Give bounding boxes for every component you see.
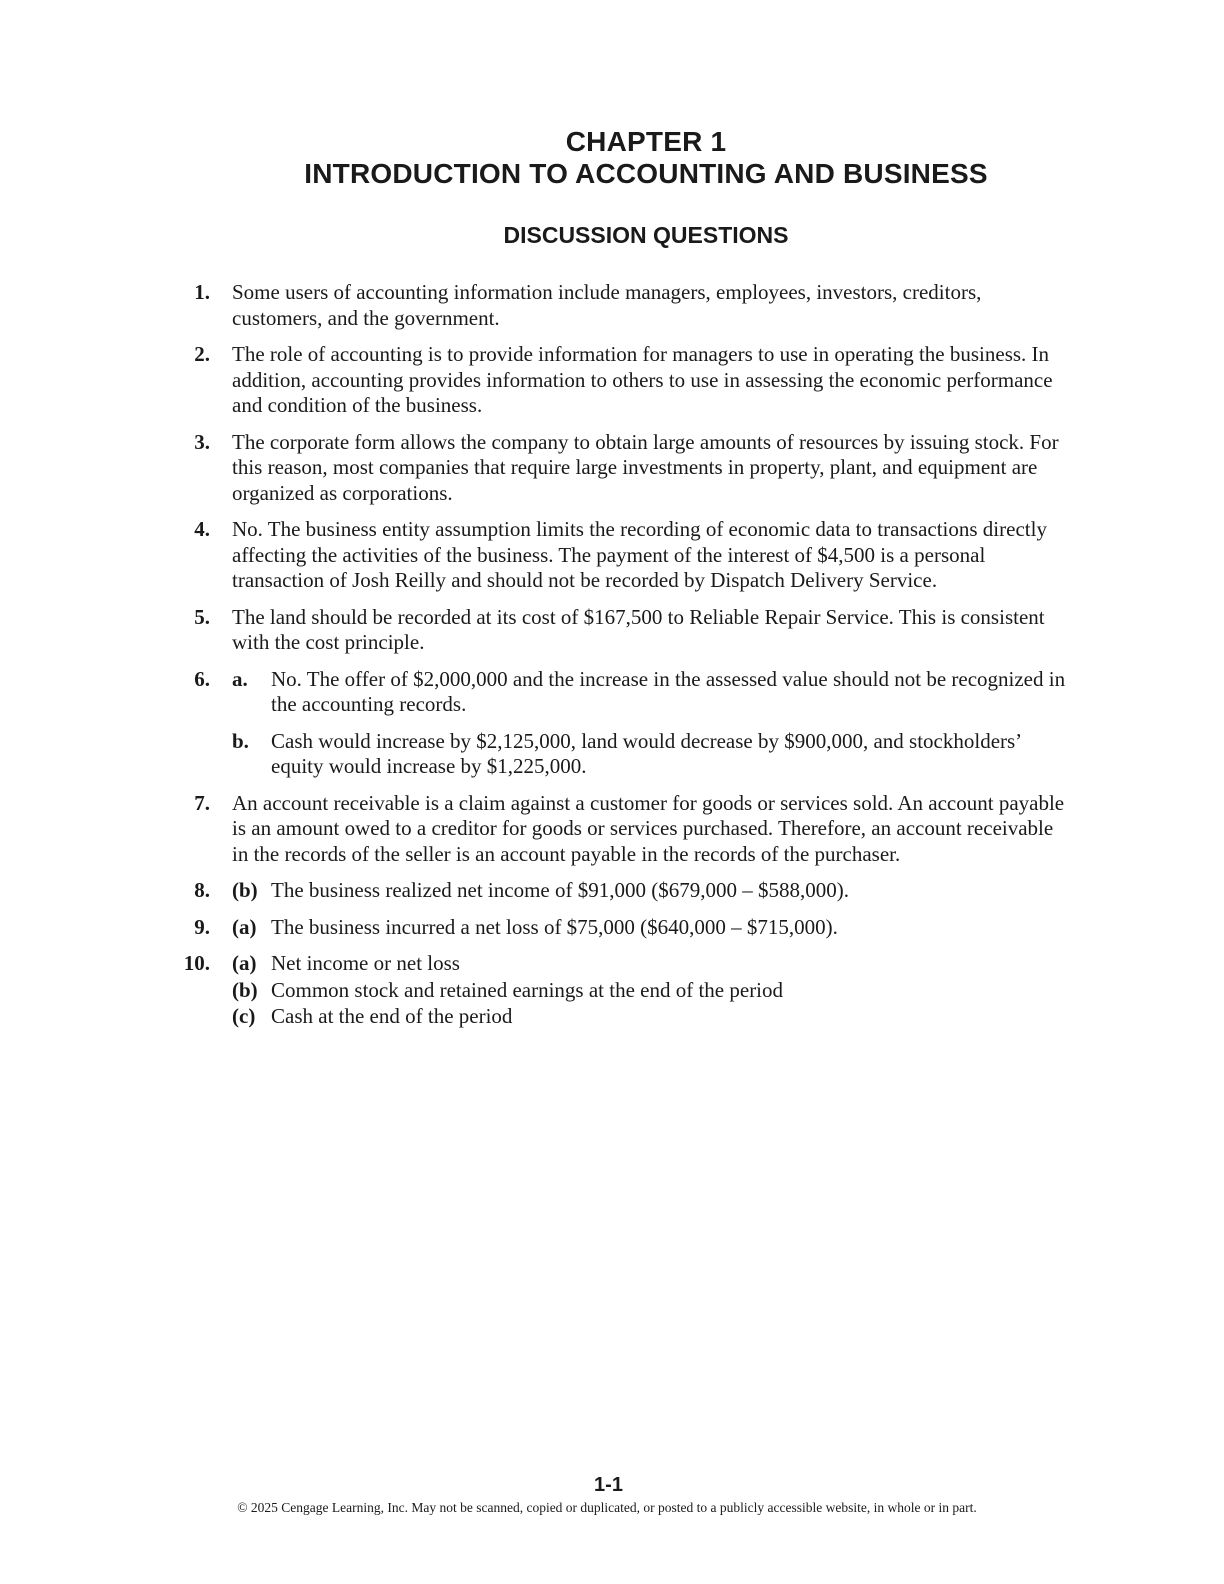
question-number: 10.	[183, 951, 210, 975]
question-part	[232, 1004, 1072, 1030]
question-text: An account receivable is a claim against a customer for goods or services sold. An account payable is an amount owed to a creditor for goods or services purchased. Therefore, an account receivable in the records of the seller is an account payable in the records of the purchaser.	[232, 790, 1065, 866]
discussion-questions-list	[172, 280, 1072, 1041]
question-10	[172, 951, 1072, 1030]
question-number: 3.	[194, 429, 210, 454]
question-part	[232, 915, 1072, 941]
question-number: 4.	[194, 517, 210, 541]
question-text: The role of accounting is to provide information for managers to use in operating the business. In addition, accounting provides information to others to use in assessing the economic performance and condition of the business.	[232, 342, 1053, 417]
question-text: The corporate form allows the company to obtain large amounts of resources by issuing stock. For this reason, most companies that require large investments in property, plant, and equipment are organized as corporations.	[232, 429, 1059, 505]
section-title: DISCUSSION QUESTIONS	[503, 222, 789, 248]
question-parts	[232, 667, 1072, 780]
part-label: (c)	[232, 1004, 256, 1028]
question-part	[232, 951, 1072, 977]
copyright-notice: © 2025 Cengage Learning, Inc. May not be scanned, copied or duplicated, or posted to a publicly accessible website, in whole or in part.	[237, 1500, 977, 1515]
question-parts	[232, 951, 1072, 1030]
question-1	[172, 280, 1072, 331]
question-9	[172, 915, 1072, 941]
part-text: Net income or net loss	[271, 951, 460, 975]
question-text: Some users of accounting information include managers, employees, investors, creditors, customers, and the government.	[232, 280, 982, 330]
question-2	[172, 342, 1072, 419]
part-text: No. The offer of $2,000,000 and the increase in the assessed value should not be recognized in the accounting records.	[271, 666, 1066, 716]
part-text: The business incurred a net loss of $75,000 ($640,000 – $715,000).	[271, 914, 838, 939]
question-number: 7.	[194, 790, 210, 815]
question-6	[172, 667, 1072, 780]
part-label: (b)	[232, 977, 258, 1002]
part-text: Common stock and retained earnings at the end of the period	[271, 977, 784, 1002]
question-5	[172, 605, 1072, 656]
question-text: The land should be recorded at its cost of $167,500 to Reliable Repair Service. This is consistent with the cost principle.	[232, 604, 1045, 654]
question-parts	[232, 878, 1072, 904]
question-number: 6.	[194, 666, 210, 691]
question-number: 9.	[194, 914, 210, 939]
question-number: 8.	[194, 878, 210, 902]
chapter-header	[0, 126, 1224, 190]
part-text: The business realized net income of $91,000 ($679,000 – $588,000).	[271, 878, 849, 902]
chapter-number: CHAPTER 1	[565, 126, 727, 157]
question-part	[232, 667, 1072, 718]
question-part	[232, 978, 1072, 1004]
question-8	[172, 878, 1072, 904]
chapter-title: INTRODUCTION TO ACCOUNTING AND BUSINESS	[304, 158, 988, 189]
question-number: 5.	[194, 604, 210, 629]
page-number: 1-1	[594, 1474, 623, 1496]
question-text: No. The business entity assumption limits the recording of economic data to transactions directly affecting the activities of the business. The payment of the interest of $4,500 is a personal transaction of Josh Reilly and should not be recorded by Dispatch Delivery Service.	[232, 517, 1047, 592]
question-parts	[232, 915, 1072, 941]
part-label: a.	[232, 666, 248, 691]
question-4	[172, 517, 1072, 594]
part-text: Cash would increase by $2,125,000, land would decrease by $900,000, and stockholders’ equity would increase by $1,225,000.	[271, 728, 1021, 778]
question-7	[172, 791, 1072, 868]
question-part	[232, 729, 1072, 780]
part-label: b.	[232, 728, 249, 753]
question-number: 1.	[194, 280, 210, 304]
part-label: (a)	[232, 951, 257, 975]
part-label: (b)	[232, 878, 258, 902]
part-label: (a)	[232, 914, 257, 939]
question-part	[232, 878, 1072, 904]
question-number: 2.	[194, 342, 210, 366]
question-3	[172, 430, 1072, 507]
part-text: Cash at the end of the period	[271, 1004, 513, 1028]
